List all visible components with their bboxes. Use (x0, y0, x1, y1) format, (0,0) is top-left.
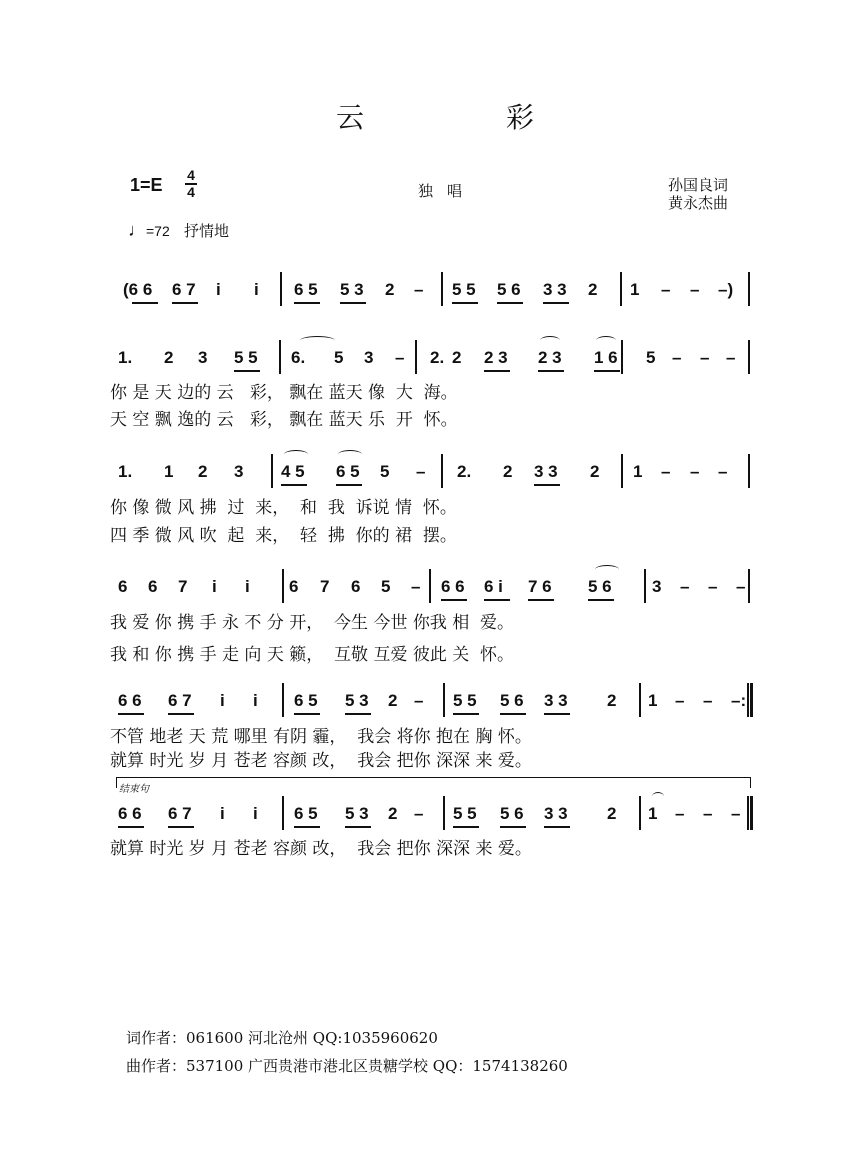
note-group: 2 3 (484, 348, 508, 367)
lyric-line: 我 爱 你 携 手 永 不 分 开， 今生 今世 你我 相 爱。 (110, 613, 515, 633)
note-group: – (675, 691, 685, 710)
bar-line (639, 683, 641, 717)
eighth-note-beam (118, 713, 144, 715)
eighth-note-beam (538, 370, 564, 372)
slur (652, 792, 664, 801)
bar-line (443, 683, 445, 717)
note-group: 5 6 (500, 804, 524, 823)
note-group: 2. (457, 462, 472, 481)
note-group: 3 3 (534, 462, 558, 481)
lyric-line: 不管 地老 天 荒 哪里 有阴 霾， 我会 将你 抱在 胸 怀。 (110, 727, 532, 747)
eighth-note-beam (294, 302, 320, 304)
bar-line (747, 796, 749, 830)
ending-label: 结束句 (119, 784, 149, 795)
note-group: 3 (198, 348, 208, 367)
note-group: – (708, 577, 718, 596)
slur (300, 336, 335, 345)
note-group: 2 (388, 691, 398, 710)
note-group: – (416, 462, 426, 481)
bar-line (415, 340, 417, 374)
eighth-note-beam (543, 302, 569, 304)
note-group: – (700, 348, 710, 367)
eighth-note-beam (484, 370, 510, 372)
slur (338, 450, 362, 459)
note-group: 6. (291, 348, 306, 367)
eighth-note-beam (497, 302, 523, 304)
note-group: – (411, 577, 421, 596)
eighth-note-beam (234, 370, 260, 372)
lyric-line: 就算 时光 岁 月 苍老 容颜 改， 我会 把你 深深 来 爱。 (110, 839, 532, 859)
eighth-note-beam (340, 302, 366, 304)
note-group: 7 (320, 577, 330, 596)
note-group: – (414, 804, 424, 823)
note-group: – (718, 462, 728, 481)
lyric-line: 你 像 微 风 拂 过 来， 和 我 诉说 情 怀。 (110, 498, 457, 518)
note-group: – (690, 280, 700, 299)
note-group: 5 (380, 462, 390, 481)
note-group: 6 (118, 577, 128, 596)
eighth-note-beam (345, 713, 371, 715)
performance-type: 独唱 (418, 182, 477, 200)
lyric-line: 就算 时光 岁 月 苍老 容颜 改， 我会 把你 深深 来 爱。 (110, 751, 532, 771)
note-group: 6 5 (336, 462, 360, 481)
eighth-note-beam (588, 599, 614, 601)
eighth-note-beam (336, 484, 362, 486)
eighth-note-beam (294, 826, 320, 828)
bar-line (282, 569, 284, 603)
eighth-note-beam (484, 599, 510, 601)
bar-line (748, 454, 750, 488)
slur (284, 450, 308, 459)
note-group: i (212, 577, 217, 596)
note-group: i (216, 280, 221, 299)
note-group: 2 (607, 691, 617, 710)
note-group: 7 (178, 577, 188, 596)
note-group: 5 6 (497, 280, 521, 299)
note-group: – (661, 280, 671, 299)
note-group: 6 6 (441, 577, 465, 596)
key-signature: 1=E (130, 175, 163, 195)
note-group: 6 5 (294, 804, 318, 823)
title-first-char: 云 (336, 101, 365, 134)
note-group: 6 i (484, 577, 503, 596)
bar-line (748, 272, 750, 306)
note-group: 2 3 (538, 348, 562, 367)
note-group: 3 (652, 577, 662, 596)
note-group: 5 5 (453, 804, 477, 823)
note-group: 2 (198, 462, 208, 481)
note-group: 5 3 (345, 691, 369, 710)
eighth-note-beam (500, 713, 526, 715)
eighth-note-beam (345, 826, 371, 828)
eighth-note-beam (441, 599, 467, 601)
note-group: 3 3 (544, 804, 568, 823)
note-group: – (395, 348, 405, 367)
note-group: 2 (452, 348, 462, 367)
eighth-note-beam (594, 370, 620, 372)
bar-line (282, 796, 284, 830)
note-group: i (220, 691, 225, 710)
bar-line (621, 454, 623, 488)
eighth-note-beam (544, 713, 570, 715)
note-group: (6 6 (123, 280, 153, 299)
note-group: – (703, 804, 713, 823)
bar-line (620, 272, 622, 306)
bar-line (750, 796, 753, 830)
note-group: 5 5 (453, 691, 477, 710)
note-group: – (690, 462, 700, 481)
note-group: 6 5 (294, 691, 318, 710)
bar-line (443, 796, 445, 830)
note-group: 3 (364, 348, 374, 367)
note-group: 4 5 (281, 462, 305, 481)
lyric-line: 天 空 飘 逸的 云 彩， 飘在 蓝天 乐 开 怀。 (110, 410, 458, 430)
note-group: 1 6 (594, 348, 618, 367)
slur (595, 565, 619, 574)
note-group: 1 (630, 280, 640, 299)
eighth-note-beam (453, 713, 479, 715)
note-group: 2 (388, 804, 398, 823)
lyricist-credit: 孙国良词 (668, 176, 729, 194)
note-group: 3 3 (543, 280, 567, 299)
note-group: 5 3 (340, 280, 364, 299)
composer-credit: 黄永杰曲 (668, 194, 729, 212)
note-group: 2 (385, 280, 395, 299)
time-signature (185, 168, 197, 200)
bar-line (747, 683, 749, 717)
eighth-note-beam (453, 826, 479, 828)
note-group: 5 (334, 348, 344, 367)
note-group: 1 (633, 462, 643, 481)
note-group: 6 6 (118, 691, 142, 710)
tempo-marking (128, 220, 170, 241)
note-group: – (414, 280, 424, 299)
note-group: 5 (381, 577, 391, 596)
eighth-note-beam (544, 826, 570, 828)
note-group: 3 3 (544, 691, 568, 710)
note-group: 2 (607, 804, 617, 823)
note-group: 6 7 (168, 804, 192, 823)
note-group: – (414, 691, 424, 710)
note-group: 5 3 (345, 804, 369, 823)
eighth-note-beam (534, 484, 560, 486)
note-group: – (672, 348, 682, 367)
note-group: 6 7 (168, 691, 192, 710)
note-group: 6 7 (172, 280, 196, 299)
note-group: 2. (430, 348, 445, 367)
quarter-note-icon: ♩ (128, 220, 146, 240)
note-group: – (661, 462, 671, 481)
bar-line (639, 796, 641, 830)
note-group: 2 (164, 348, 174, 367)
eighth-note-beam (452, 302, 478, 304)
note-group: 7 6 (528, 577, 552, 596)
note-group: 1. (118, 348, 133, 367)
note-group: i (220, 804, 225, 823)
bar-line (621, 340, 623, 374)
eighth-note-beam (528, 599, 554, 601)
bar-line (748, 569, 750, 603)
bar-line (282, 683, 284, 717)
eighth-note-beam (294, 713, 320, 715)
footer-lyricist-info: 词作者：061600 河北沧州 QQ:1035960620 (126, 1029, 438, 1047)
notation-row (0, 280, 864, 320)
note-group: 2 (503, 462, 513, 481)
bar-line (279, 340, 281, 374)
note-group: 6 (289, 577, 299, 596)
note-group: 6 (351, 577, 361, 596)
note-group: – (736, 577, 746, 596)
eighth-note-beam (118, 826, 144, 828)
time-sig-bottom: 4 (187, 184, 195, 200)
bar-line (748, 340, 750, 374)
note-group: –: (731, 691, 747, 710)
note-group: i (245, 577, 250, 596)
note-group: 5 6 (500, 691, 524, 710)
eighth-note-beam (132, 302, 158, 304)
lyric-line: 四 季 微 风 吹 起 来， 轻 拂 你的 裙 摆。 (110, 526, 457, 546)
note-group: – (731, 804, 741, 823)
footer-composer-info: 曲作者：537100 广西贵港市港北区贵糖学校 QQ：1574138260 (126, 1057, 568, 1075)
note-group: 3 (234, 462, 244, 481)
time-sig-top: 4 (187, 167, 195, 183)
note-group: 6 5 (294, 280, 318, 299)
slur (596, 336, 616, 345)
eighth-note-beam (281, 484, 307, 486)
note-group: 1 (164, 462, 174, 481)
bar-line (441, 272, 443, 306)
note-group: 5 5 (452, 280, 476, 299)
note-group: 6 6 (118, 804, 142, 823)
note-group: i (253, 804, 258, 823)
tempo-value: =72 (146, 223, 170, 239)
eighth-note-beam (500, 826, 526, 828)
bar-line (280, 272, 282, 306)
note-group: i (253, 691, 258, 710)
note-group: i (254, 280, 259, 299)
bar-line (271, 454, 273, 488)
lyric-line: 我 和 你 携 手 走 向 天 籁， 互敬 互爱 彼此 关 怀。 (110, 645, 515, 665)
expression-marking: 抒情地 (184, 222, 230, 240)
bar-line (750, 683, 753, 717)
eighth-note-beam (168, 826, 194, 828)
eighth-note-beam (172, 302, 198, 304)
note-group: 1 (648, 804, 658, 823)
note-group: 2 (588, 280, 598, 299)
note-group: 1. (118, 462, 133, 481)
note-group: 6 (148, 577, 158, 596)
ending-bracket (116, 777, 751, 788)
note-group: 2 (590, 462, 600, 481)
note-group: 5 (646, 348, 656, 367)
note-group: 5 6 (588, 577, 612, 596)
bar-line (441, 454, 443, 488)
title-second-char: 彩 (506, 101, 535, 134)
note-group: 5 5 (234, 348, 258, 367)
slur (540, 336, 560, 345)
note-group: – (703, 691, 713, 710)
note-group: – (675, 804, 685, 823)
lyric-line: 你 是 天 边的 云 彩， 飘在 蓝天 像 大 海。 (110, 383, 458, 403)
bar-line (429, 569, 431, 603)
note-group: – (680, 577, 690, 596)
note-group: – (726, 348, 736, 367)
eighth-note-beam (168, 713, 194, 715)
note-group: –) (718, 280, 734, 299)
note-group: 1 (648, 691, 658, 710)
bar-line (644, 569, 646, 603)
